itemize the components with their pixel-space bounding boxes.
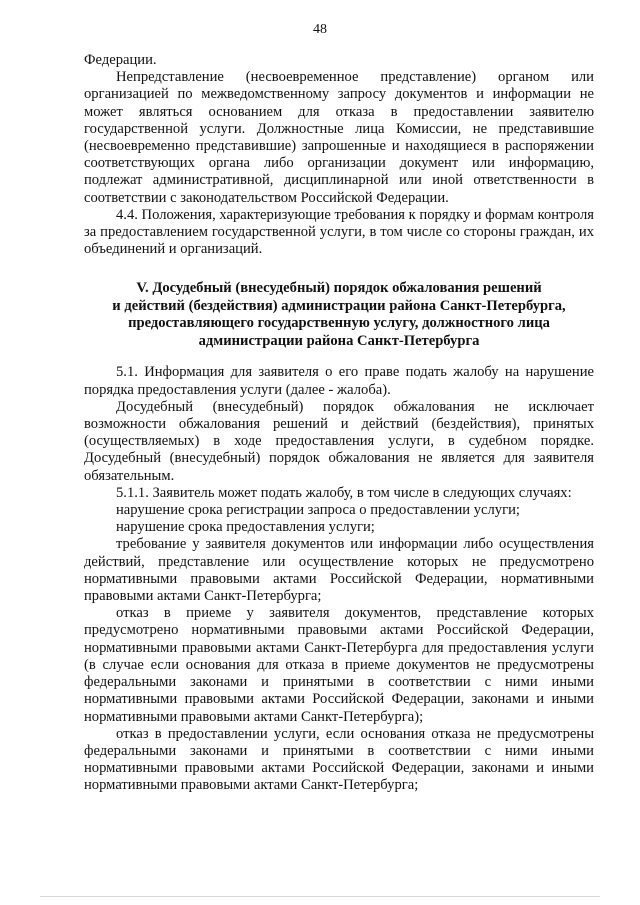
section-heading <box>84 280 594 350</box>
list-item: отказ в приеме у заявителя документов, представление которых предусмотрено нормативными правовыми актами Российской Федерации, нормативными правовыми актами Санкт-Петербурга для предоставления услуги (в случае если основания для отказа в приеме документов не предусмотрены федеральными законами и принятыми в соответствии с ними иными нормативными правовыми актами Российской Федерации, законами и иными нормативными правовыми актами Санкт-Петербурга); <box>84 605 594 725</box>
page-number: 48 <box>313 22 327 37</box>
heading-line: V. Досудебный (внесудебный) порядок обжалования решений <box>136 280 542 297</box>
list-item: требование у заявителя документов или информации либо осуществления действий, представление или осуществление которых не предусмотрено нормативными правовыми актами Российской Федерации, нормативными правовыми актами Санкт-Петербурга; <box>84 536 594 605</box>
list-item: отказ в предоставлении услуги, если основания отказа не предусмотрены федеральными законами и принятыми в соответствии с ними иными нормативными правовыми актами Российской Федерации, законами и иными нормативными правовыми актами Санкт-Петербурга; <box>84 725 594 794</box>
list-item: нарушение срока предоставления услуги; <box>116 519 375 536</box>
paragraph: 5.1.1. Заявитель может подать жалобу, в том числе в следующих случаях: <box>116 484 572 501</box>
scan-edge-line <box>40 896 600 897</box>
list-item: нарушение срока регистрации запроса о предоставлении услуги; <box>116 502 520 519</box>
paragraph: Непредставление (несвоевременное представление) органом или организацией по межведомственному запросу документов и информации не может являться основанием для отказа в предоставлении заявителю государственной услуги. Должностные лица Комиссии, не представившие (несвоевременно представившие) запрошенные и находящиеся в распоряжении соответствующих органа либо организации документ или информацию, подлежат административной, дисциплинарной или иной ответственности в соответствии с законодательством Российской Федерации. <box>84 69 594 206</box>
paragraph: 5.1. Информация для заявителя о его праве подать жалобу на нарушение порядка предоставления услуги (далее - жалоба). <box>84 364 594 398</box>
heading-line: администрации района Санкт-Петербурга <box>198 332 480 349</box>
paragraph: Федерации. <box>84 52 157 68</box>
document-body <box>84 52 594 795</box>
paragraph: Досудебный (внесудебный) порядок обжалования не исключает возможности обжалования решений и действий (бездействия), принятых (осуществляемых) в ходе предоставления услуги, в судебном порядке. Досудебный (внесудебный) порядок обжалования не является для заявителя обязательным. <box>84 398 594 484</box>
heading-line: и действий (бездействия) администрации района Санкт-Петербурга, <box>112 297 566 314</box>
paragraph: 4.4. Положения, характеризующие требования к порядку и формам контроля за предоставлением государственной услуги, в том числе со стороны граждан, их объединений и организаций. <box>84 206 594 258</box>
heading-line: предоставляющего государственную услугу, должностного лица <box>128 315 550 332</box>
